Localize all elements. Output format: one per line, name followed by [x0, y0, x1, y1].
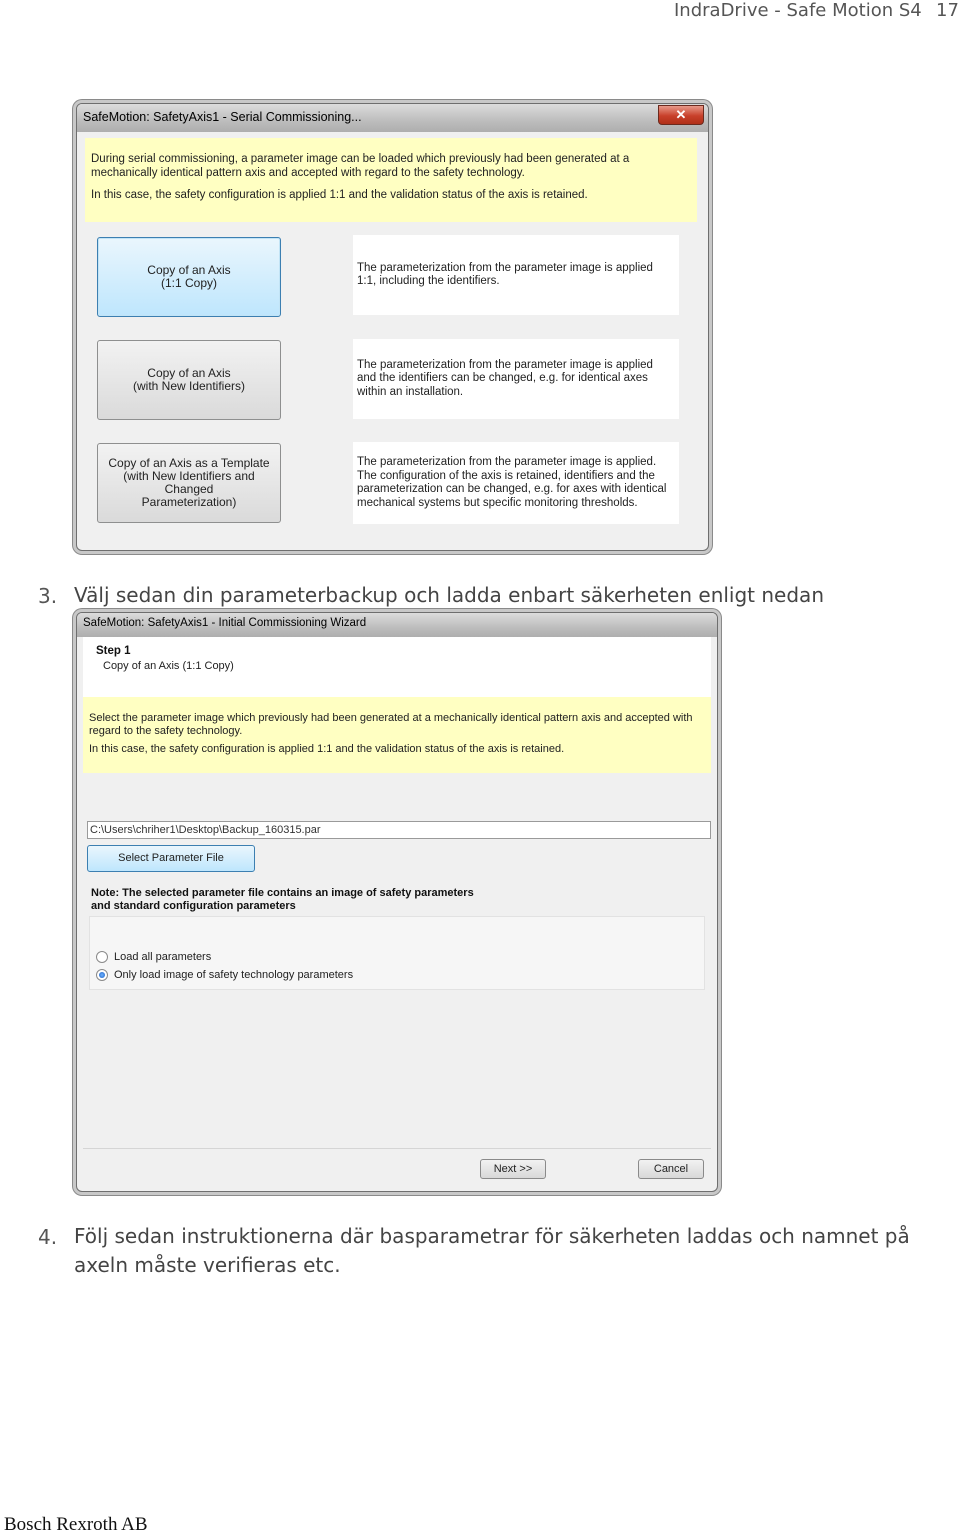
radio-label: Only load image of safety technology parameters [114, 969, 354, 981]
close-button[interactable] [658, 105, 704, 125]
wizard-step-header [83, 637, 711, 697]
company-name: Bosch Rexroth AB [4, 1514, 148, 1535]
info-text-2: In this case, the safety configuration is applied 1:1 and the validation status of the axis is retained. [91, 189, 588, 201]
document-header-title: IndraDrive - Safe Motion S4 [674, 0, 922, 21]
serial-commissioning-dialog [76, 103, 709, 551]
load-all-parameters-option[interactable] [96, 951, 211, 963]
step-text-line-1: Följ sedan instruktionerna där basparametrar för säkerheten laddas och namnet på [74, 1224, 910, 1248]
step-text-line-2: axeln måste verifieras etc. [74, 1253, 341, 1277]
next-button[interactable]: Next >> [480, 1159, 546, 1179]
note-line-2: and standard configuration parameters [91, 899, 296, 912]
info-text-1: Select the parameter image which previously had been generated at a mechanically identical pattern axis and accepted with regard to the safety technology. [89, 712, 693, 737]
dialog-title: SafeMotion: SafetyAxis1 - Serial Commissioning... [83, 110, 362, 124]
copy-axis-template-button[interactable]: Copy of an Axis as a Template (with New Identifiers and Changed Parameterization) [97, 443, 281, 523]
info-panel [83, 697, 711, 773]
step-text [74, 1222, 910, 1280]
copy-axis-template-description: The parameterization from the parameter image is applied. The configuration of the axis is retained, identifiers and the parameterization can be changed, e.g. for axes with identical mechanical systems but specific monitoring thresholds. [353, 442, 679, 524]
radio-button[interactable] [96, 951, 108, 963]
radio-button-selected[interactable] [96, 969, 108, 981]
note-line-1: Note: The selected parameter file contains an image of safety parameters [91, 887, 474, 899]
radio-label: Load all parameters [114, 951, 212, 963]
load-safety-parameters-option[interactable] [96, 969, 353, 981]
step-number: 3. [38, 584, 58, 608]
parameter-file-path-field[interactable]: C:\Users\chriher1\Desktop\Backup_160315.par [87, 821, 711, 839]
copy-axis-1to1-button[interactable]: Copy of an Axis (1:1 Copy) [97, 237, 281, 317]
step-number: 4. [38, 1225, 58, 1249]
copy-axis-new-identifiers-button[interactable]: Copy of an Axis (with New Identifiers) [97, 340, 281, 420]
load-options-group [89, 916, 705, 990]
cancel-button[interactable]: Cancel [638, 1159, 704, 1179]
info-text-1: During serial commissioning, a parameter image can be loaded which previously had been generated at a mechanically identical pattern axis and accepted with regard to the safety technology. [91, 153, 630, 179]
footer-divider [83, 1148, 711, 1149]
commissioning-wizard-dialog [76, 612, 718, 1192]
info-text-2: In this case, the safety configuration is applied 1:1 and the validation status of the axis is retained. [89, 743, 565, 755]
page-number: 17 [936, 0, 959, 21]
select-parameter-file-button[interactable]: Select Parameter File [87, 845, 255, 872]
info-panel [85, 138, 697, 222]
dialog-title: SafeMotion: SafetyAxis1 - Initial Commissioning Wizard [83, 617, 367, 629]
copy-axis-1to1-description: The parameterization from the parameter image is applied 1:1, including the identifiers. [353, 235, 679, 315]
note-text [91, 887, 474, 912]
step-subtitle: Copy of an Axis (1:1 Copy) [103, 660, 234, 672]
dialog-titlebar [77, 613, 717, 637]
step-text: Välj sedan din parameterbackup och ladda enbart säkerheten enligt nedan [74, 583, 824, 607]
dialog-titlebar [77, 104, 708, 132]
copy-axis-new-identifiers-description: The parameterization from the parameter image is applied and the identifiers can be changed, e.g. for identical axes within an installation. [353, 339, 679, 419]
step-title: Step 1 [96, 645, 131, 657]
close-icon: ✕ [675, 107, 687, 122]
